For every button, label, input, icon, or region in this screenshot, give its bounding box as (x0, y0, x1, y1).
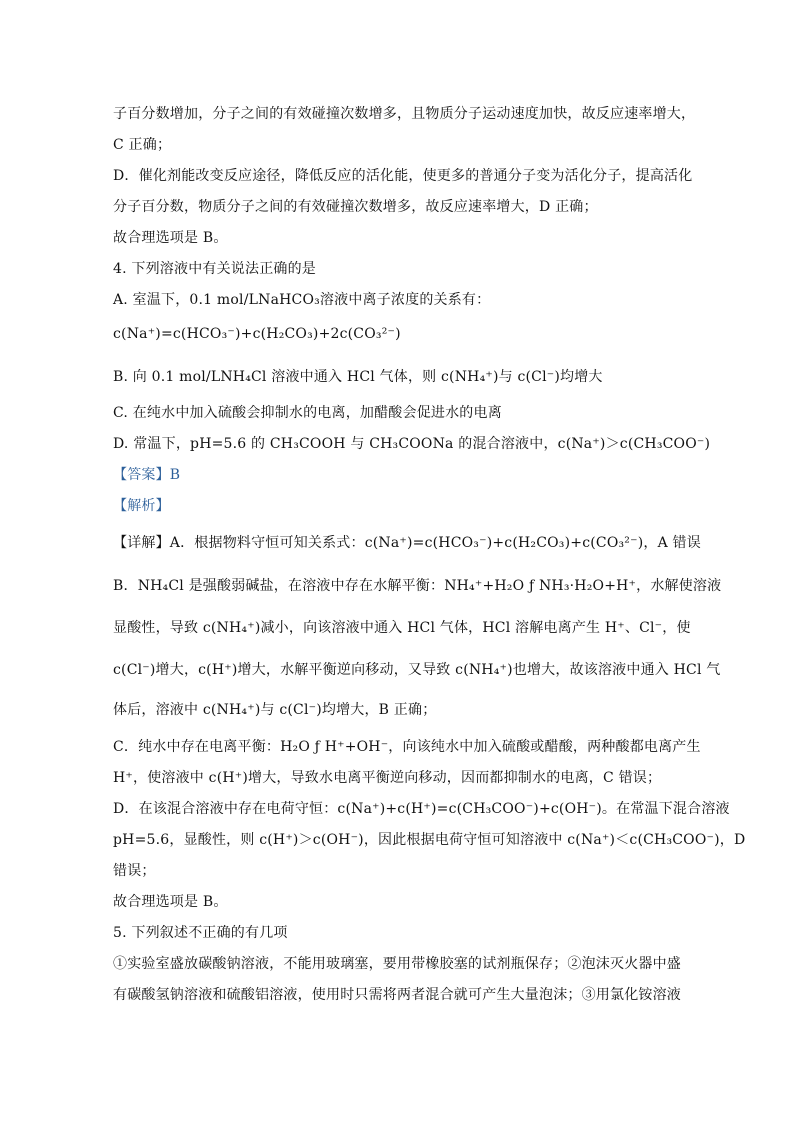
explanation-d-line3: 错误； (113, 863, 156, 879)
answer-label: 【答案】B (113, 467, 181, 483)
text-line: 子百分数增加，分子之间的有效碰撞次数增多，且物质分子运动速度加快，故反应速率增大， (113, 106, 696, 122)
option-a-equation: c(Na⁺)=c(HCO₃⁻)+c(H₂CO₃)+2c(CO₃²⁻) (113, 326, 401, 342)
explanation-b-line1: B．NH₄Cl 是强酸弱碱盐，在溶液中存在水解平衡：NH₄⁺+H₂O ƒ NH₃·H₂O+H⁺，水解使溶液 (113, 578, 722, 594)
explanation-d-line2: pH=5.6，显酸性，则 c(H⁺)＞c(OH⁻)，因此根据电荷守恒可知溶液中 c(Na⁺)＜c(CH₃COO⁻)，D (113, 832, 746, 848)
analysis-label: 【解析】 (113, 498, 170, 514)
option-b: B. 向 0.1 mol/LNH₄Cl 溶液中通入 HCl 气体，则 c(NH₄⁺)与 c(Cl⁻)均增大 (113, 369, 603, 385)
question-5-line2: 有碳酸氢钠溶液和硫酸铝溶液，使用时只需将两者混合就可产生大量泡沫；③用氯化铵溶液 (113, 987, 681, 1003)
conclusion: 故合理选项是 B。 (113, 894, 228, 910)
explanation-b-line3: c(Cl⁻)增大，c(H⁺)增大，水解平衡逆向移动，又导致 c(NH₄⁺)也增大，故该溶液中通入 HCl 气 (113, 662, 721, 678)
explanation-b-line2: 显酸性，导致 c(NH₄⁺)减小，向该溶液中通入 HCl 气体，HCl 溶解电离产生 H⁺、Cl⁻，使 (113, 620, 691, 636)
option-a: A. 室温下，0.1 mol/LNaHCO₃溶液中离子浓度的关系有： (113, 292, 491, 308)
question-5-stem: 5. 下列叙述不正确的有几项 (113, 925, 288, 941)
text-line: C 正确； (113, 137, 172, 153)
question-5-line1: ①实验室盛放碳酸钠溶液，不能用玻璃塞，要用带橡胶塞的试剂瓶保存；②泡沫灭火器中盛 (113, 956, 681, 972)
text-line: D．催化剂能改变反应途径，降低反应的活化能，使更多的普通分子变为活化分子，提高活化 (113, 168, 693, 184)
text-line: 分子百分数，物质分子之间的有效碰撞次数增多，故反应速率增大，D 正确； (113, 199, 598, 215)
question-4-stem: 4. 下列溶液中有关说法正确的是 (113, 261, 317, 277)
explanation-b-line4: 体后，溶液中 c(NH₄⁺)与 c(Cl⁻)均增大，B 正确； (113, 702, 437, 718)
option-d: D. 常温下，pH=5.6 的 CH₃COOH 与 CH₃COONa 的混合溶液中，c(Na⁺)＞c(CH₃COO⁻) (113, 436, 711, 452)
text-line: 故合理选项是 B。 (113, 230, 228, 246)
explanation-d-line1: D．在该混合溶液中存在电荷守恒：c(Na⁺)+c(H⁺)=c(CH₃COO⁻)+c(OH⁻)。在常温下混合溶液 (113, 801, 730, 817)
explanation-c-line2: H⁺，使溶液中 c(H⁺)增大，导致水电离平衡逆向移动，因而都抑制水的电离，C 错误； (113, 770, 662, 786)
explanation-c-line1: C．纯水中存在电离平衡：H₂O ƒ H⁺+OH⁻，向该纯水中加入硫酸或醋酸，两种酸都电离产生 (113, 739, 701, 755)
explanation-a: 【详解】A．根据物料守恒可知关系式：c(Na⁺)=c(HCO₃⁻)+c(H₂CO₃)+c(CO₃²⁻)，A 错误 (113, 535, 701, 551)
option-c: C. 在纯水中加入硫酸会抑制水的电离，加醋酸会促进水的电离 (113, 405, 502, 421)
